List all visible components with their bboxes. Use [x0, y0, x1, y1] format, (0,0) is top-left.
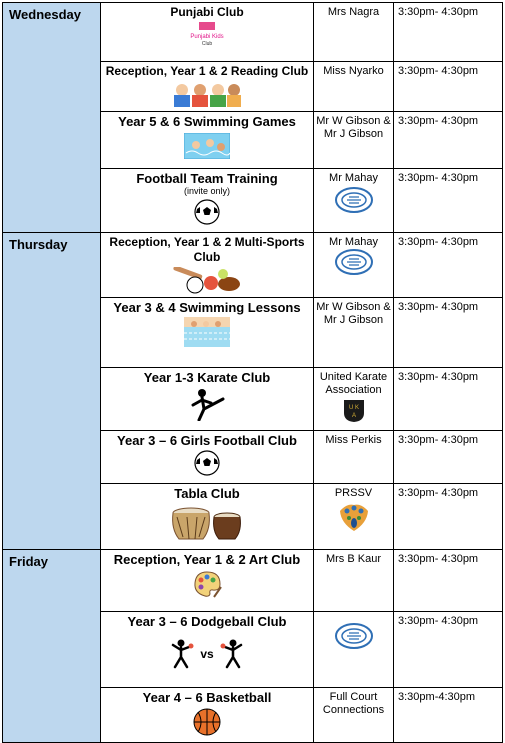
activity-title: Reception, Year 1 & 2 Multi-Sports Club — [109, 235, 305, 264]
leader-cell — [314, 368, 394, 431]
activity-cell — [101, 3, 314, 62]
leader-name: United Karate Association — [319, 371, 388, 396]
uka-shield-icon — [343, 399, 365, 423]
activity-title: Year 1-3 Karate Club — [143, 370, 271, 385]
svg-text:Punjabi Kids: Punjabi Kids — [190, 34, 224, 40]
leader-cell: Mr W Gibson & Mr J Gibson — [314, 112, 394, 169]
leader-name: Mr Mahay — [329, 236, 378, 248]
leader-cell: Mrs B Kaur — [314, 550, 394, 612]
activity-cell — [101, 368, 314, 431]
activity-title: Football Team Training — [136, 171, 278, 186]
time-cell: 3:30pm- 4:30pm — [394, 550, 503, 612]
time-cell: 3:30pm- 4:30pm — [394, 612, 503, 688]
activity-title: Year 3 – 6 Dodgeball Club — [127, 614, 287, 629]
leader-cell — [314, 233, 394, 298]
activity-title: Reception, Year 1 & 2 Art Club — [113, 552, 301, 567]
activity-title: Punjabi Club — [170, 5, 244, 19]
time-cell: 3:30pm- 4:30pm — [394, 233, 503, 298]
sports-equipment-icon — [171, 267, 243, 295]
activity-cell — [101, 169, 314, 233]
time-cell: 3:30pm- 4:30pm — [394, 112, 503, 169]
leader-cell: Mr W Gibson & Mr J Gibson — [314, 298, 394, 368]
school-sport-logo-icon — [335, 623, 373, 649]
leader-name: PRSSV — [334, 487, 373, 499]
leader-name: Mr Mahay — [329, 172, 378, 184]
reading-children-icon — [170, 81, 244, 109]
time-cell: 3:30pm- 4:30pm — [394, 62, 503, 112]
time-cell: 3:30pm- 4:30pm — [394, 431, 503, 484]
swimming-pool-icon — [184, 133, 230, 159]
svg-text:vs: vs — [200, 647, 214, 661]
activity-title: Year 5 & 6 Swimming Games — [118, 114, 296, 129]
leader-cell — [314, 484, 394, 550]
leader-cell: Mrs Nagra — [314, 3, 394, 62]
activity-cell — [101, 298, 314, 368]
activity-cell — [101, 688, 314, 743]
leader-cell: Full Court Connections — [314, 688, 394, 743]
activity-title: Tabla Club — [174, 486, 240, 501]
time-cell: 3:30pm- 4:30pm — [394, 169, 503, 233]
activity-cell — [101, 484, 314, 550]
activity-title: Reception, Year 1 & 2 Reading Club — [105, 64, 309, 78]
basketball-icon — [192, 707, 222, 737]
svg-text:A: A — [351, 413, 356, 419]
activity-cell — [101, 233, 314, 298]
time-cell: 3:30pm- 4:30pm — [394, 298, 503, 368]
leader-cell — [314, 612, 394, 688]
svg-text:U K: U K — [348, 405, 359, 411]
activity-note: (invite only) — [183, 186, 230, 196]
time-cell: 3:30pm- 4:30pm — [394, 368, 503, 431]
time-cell: 3:30pm-4:30pm — [394, 688, 503, 743]
art-palette-icon — [192, 569, 222, 599]
school-sport-logo-icon — [335, 249, 373, 275]
swimming-lesson-icon — [184, 317, 230, 347]
football-icon — [194, 450, 220, 476]
day-thursday: Thursday — [3, 233, 101, 550]
school-sport-logo-icon — [335, 187, 373, 213]
time-cell: 3:30pm- 4:30pm — [394, 484, 503, 550]
activity-title: Year 3 – 6 Girls Football Club — [117, 433, 297, 448]
time-cell: 3:30pm- 4:30pm — [394, 3, 503, 62]
svg-text:Club: Club — [201, 41, 213, 47]
punjabi-kids-logo-icon — [185, 22, 229, 48]
peacock-logo-icon — [337, 501, 371, 535]
activity-cell — [101, 62, 314, 112]
karate-kick-icon — [189, 387, 225, 421]
activity-cell — [101, 431, 314, 484]
activity-cell — [101, 550, 314, 612]
activity-cell — [101, 612, 314, 688]
activity-title: Year 3 & 4 Swimming Lessons — [113, 300, 301, 315]
leader-cell — [314, 169, 394, 233]
clubs-timetable — [2, 2, 503, 743]
activity-cell — [101, 112, 314, 169]
leader-cell: Miss Perkis — [314, 431, 394, 484]
activity-title: Year 4 – 6 Basketball — [142, 690, 272, 705]
tabla-drums-icon — [169, 503, 245, 543]
football-icon — [194, 199, 220, 225]
day-wednesday: Wednesday — [3, 3, 101, 233]
dodgeball-players-icon — [171, 635, 243, 669]
leader-cell: Miss Nyarko — [314, 62, 394, 112]
day-friday: Friday — [3, 550, 101, 743]
